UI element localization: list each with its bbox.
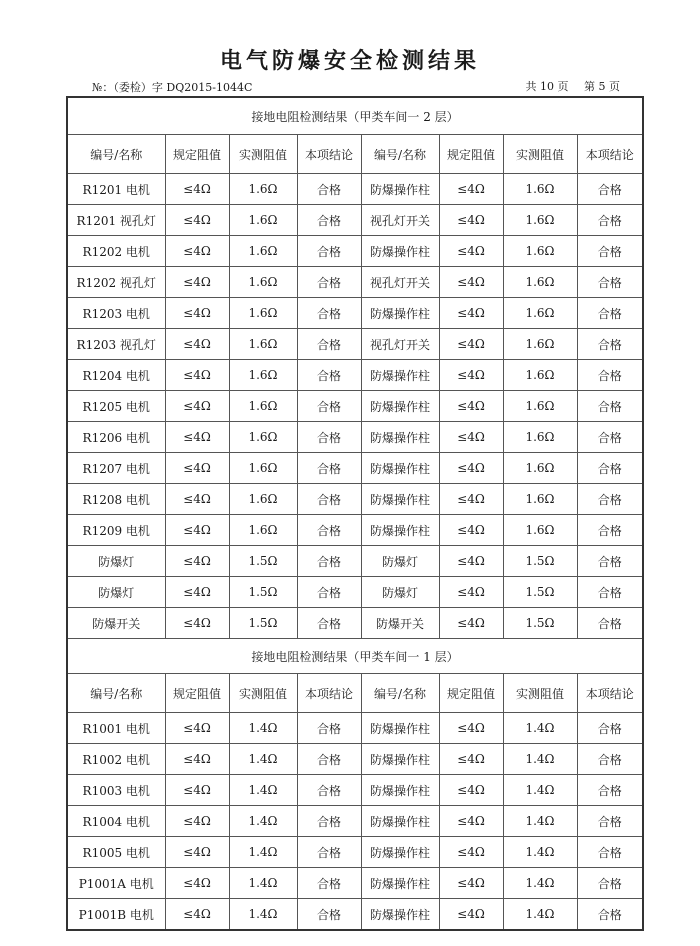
table-cell: 视孔灯开关 — [361, 267, 439, 298]
table-cell: ≤4Ω — [439, 267, 503, 298]
table-cell: ≤4Ω — [165, 608, 229, 639]
table-cell: R1204 电机 — [67, 360, 165, 391]
column-header: 实测阻值 — [503, 135, 577, 174]
table-cell: ≤4Ω — [165, 453, 229, 484]
table-row — [67, 205, 643, 236]
table-cell: 合格 — [297, 608, 361, 639]
table-cell: 合格 — [297, 806, 361, 837]
table-cell: 合格 — [297, 453, 361, 484]
table-cell: 合格 — [577, 775, 643, 806]
table-row — [67, 360, 643, 391]
table-cell: 防爆操作柱 — [361, 453, 439, 484]
table-cell: ≤4Ω — [439, 868, 503, 899]
table-cell: P1001A 电机 — [67, 868, 165, 899]
table-cell: 1.6Ω — [229, 205, 297, 236]
table-row — [67, 329, 643, 360]
page-title: 电气防爆安全检测结果 — [219, 48, 480, 74]
table-cell: R1004 电机 — [67, 806, 165, 837]
table-cell: 合格 — [297, 484, 361, 515]
table-cell: ≤4Ω — [439, 608, 503, 639]
table-cell: ≤4Ω — [165, 868, 229, 899]
table-cell: 防爆操作柱 — [361, 806, 439, 837]
table-cell: 1.5Ω — [229, 546, 297, 577]
table-cell: 防爆操作柱 — [361, 422, 439, 453]
table-cell: 合格 — [577, 360, 643, 391]
table-cell: 1.6Ω — [503, 205, 577, 236]
table-cell: R1205 电机 — [67, 391, 165, 422]
table-cell: 1.5Ω — [503, 608, 577, 639]
column-header: 本项结论 — [577, 674, 643, 713]
table-row — [67, 453, 643, 484]
table-cell: R1005 电机 — [67, 837, 165, 868]
table-cell: 1.4Ω — [229, 899, 297, 931]
table-cell: 合格 — [577, 608, 643, 639]
table-cell: 合格 — [577, 453, 643, 484]
document-number: №：（委检）字 DQ2015-1044C — [92, 81, 253, 94]
table-cell: 合格 — [577, 298, 643, 329]
table-cell: 1.4Ω — [229, 806, 297, 837]
table-cell: ≤4Ω — [439, 775, 503, 806]
table-cell: 合格 — [297, 267, 361, 298]
table-cell: 1.6Ω — [503, 329, 577, 360]
table-cell: ≤4Ω — [165, 236, 229, 267]
table-cell: ≤4Ω — [439, 174, 503, 205]
table-cell: ≤4Ω — [165, 329, 229, 360]
table-cell: ≤4Ω — [439, 360, 503, 391]
table-cell: 1.4Ω — [229, 713, 297, 744]
column-header: 规定阻值 — [439, 135, 503, 174]
section-title: 接地电阻检测结果（甲类车间一 2 层） — [67, 97, 643, 135]
column-header: 本项结论 — [297, 674, 361, 713]
table-cell: 1.5Ω — [503, 577, 577, 608]
table-cell: 合格 — [577, 391, 643, 422]
table-cell: 防爆操作柱 — [361, 298, 439, 329]
table-cell: ≤4Ω — [439, 298, 503, 329]
table-cell: 1.5Ω — [229, 608, 297, 639]
table-cell: 合格 — [297, 329, 361, 360]
table-cell: R1206 电机 — [67, 422, 165, 453]
table-cell: 合格 — [577, 837, 643, 868]
table-cell: 合格 — [297, 577, 361, 608]
table-cell: 合格 — [577, 267, 643, 298]
table-cell: 防爆操作柱 — [361, 744, 439, 775]
table-cell: R1209 电机 — [67, 515, 165, 546]
page-info — [514, 78, 621, 94]
table-cell: ≤4Ω — [165, 174, 229, 205]
table-row — [67, 868, 643, 899]
test-results-table — [66, 96, 644, 931]
table-cell: 1.6Ω — [229, 174, 297, 205]
table-cell: 防爆操作柱 — [361, 174, 439, 205]
column-header: 规定阻值 — [439, 674, 503, 713]
column-header-row — [67, 135, 643, 174]
table-cell: R1201 视孔灯 — [67, 205, 165, 236]
table-cell: 1.6Ω — [503, 174, 577, 205]
table-cell: 防爆开关 — [361, 608, 439, 639]
table-cell: 防爆操作柱 — [361, 899, 439, 931]
column-header: 编号/名称 — [67, 674, 165, 713]
table-cell: ≤4Ω — [165, 484, 229, 515]
table-cell: 1.6Ω — [229, 236, 297, 267]
table-cell: ≤4Ω — [165, 360, 229, 391]
table-cell: 防爆操作柱 — [361, 713, 439, 744]
table-cell: 1.6Ω — [503, 515, 577, 546]
total-pages: 共 10 页 — [525, 80, 569, 93]
section-title: 接地电阻检测结果（甲类车间一 1 层） — [67, 639, 643, 674]
table-cell: R1202 电机 — [67, 236, 165, 267]
table-row — [67, 744, 643, 775]
table-cell: 1.6Ω — [503, 484, 577, 515]
table-cell: 合格 — [297, 837, 361, 868]
table-cell: R1003 电机 — [67, 775, 165, 806]
table-cell: 合格 — [297, 205, 361, 236]
table-cell: 合格 — [577, 868, 643, 899]
table-cell: 防爆操作柱 — [361, 360, 439, 391]
column-header: 实测阻值 — [229, 135, 297, 174]
table-cell: 1.6Ω — [503, 391, 577, 422]
table-cell: ≤4Ω — [165, 205, 229, 236]
table-row — [67, 236, 643, 267]
table-cell: 合格 — [577, 546, 643, 577]
table-cell: 视孔灯开关 — [361, 205, 439, 236]
table-cell: 1.6Ω — [503, 422, 577, 453]
table-cell: 1.6Ω — [503, 267, 577, 298]
table-row — [67, 546, 643, 577]
table-cell: ≤4Ω — [439, 391, 503, 422]
table-row — [67, 837, 643, 868]
table-cell: 合格 — [577, 744, 643, 775]
table-cell: 合格 — [297, 515, 361, 546]
column-header: 本项结论 — [297, 135, 361, 174]
table-cell: ≤4Ω — [439, 899, 503, 931]
table-cell: ≤4Ω — [439, 484, 503, 515]
table-body — [67, 97, 643, 930]
table-cell: 1.6Ω — [503, 298, 577, 329]
column-header: 编号/名称 — [67, 135, 165, 174]
table-cell: 合格 — [577, 329, 643, 360]
table-cell: 1.4Ω — [503, 713, 577, 744]
column-header-row — [67, 674, 643, 713]
table-cell: R1207 电机 — [67, 453, 165, 484]
table-cell: 合格 — [297, 236, 361, 267]
table-cell: 1.4Ω — [503, 899, 577, 931]
table-cell: 防爆操作柱 — [361, 837, 439, 868]
table-row — [67, 515, 643, 546]
table-cell: 合格 — [577, 484, 643, 515]
table-cell: ≤4Ω — [439, 515, 503, 546]
table-cell: 1.4Ω — [229, 837, 297, 868]
table-cell: 防爆操作柱 — [361, 775, 439, 806]
table-cell: 合格 — [577, 422, 643, 453]
table-cell: 1.4Ω — [229, 744, 297, 775]
table-cell: ≤4Ω — [165, 391, 229, 422]
table-cell: 1.4Ω — [503, 806, 577, 837]
table-cell: ≤4Ω — [439, 329, 503, 360]
table-row — [67, 298, 643, 329]
table-cell: 合格 — [297, 546, 361, 577]
table-cell: 合格 — [297, 775, 361, 806]
table-cell: 1.6Ω — [229, 515, 297, 546]
table-row — [67, 174, 643, 205]
table-row — [67, 775, 643, 806]
table-cell: ≤4Ω — [439, 205, 503, 236]
table-cell: 合格 — [577, 577, 643, 608]
table-cell: 合格 — [297, 713, 361, 744]
table-cell: 防爆操作柱 — [361, 236, 439, 267]
table-cell: 合格 — [297, 744, 361, 775]
table-cell: ≤4Ω — [439, 236, 503, 267]
table-cell: 合格 — [297, 422, 361, 453]
table-row — [67, 391, 643, 422]
table-cell: R1202 视孔灯 — [67, 267, 165, 298]
table-cell: 1.6Ω — [503, 453, 577, 484]
table-cell: ≤4Ω — [439, 453, 503, 484]
table-cell: 1.4Ω — [229, 868, 297, 899]
table-cell: 合格 — [297, 391, 361, 422]
table-cell: 防爆灯 — [67, 546, 165, 577]
table-cell: ≤4Ω — [439, 713, 503, 744]
column-header: 编号/名称 — [361, 674, 439, 713]
table-cell: 1.5Ω — [503, 546, 577, 577]
table-cell: 合格 — [577, 515, 643, 546]
table-row — [67, 806, 643, 837]
table-row — [67, 422, 643, 453]
column-header: 实测阻值 — [503, 674, 577, 713]
table-cell: 合格 — [297, 360, 361, 391]
table-cell: 1.4Ω — [503, 837, 577, 868]
table-cell: 1.6Ω — [229, 298, 297, 329]
table-cell: 1.6Ω — [229, 453, 297, 484]
table-cell: R1001 电机 — [67, 713, 165, 744]
table-cell: 1.6Ω — [503, 236, 577, 267]
table-cell: ≤4Ω — [165, 422, 229, 453]
table-cell: ≤4Ω — [165, 775, 229, 806]
table-cell: 合格 — [577, 806, 643, 837]
table-cell: 1.6Ω — [229, 484, 297, 515]
table-cell: 1.5Ω — [229, 577, 297, 608]
table-cell: ≤4Ω — [165, 713, 229, 744]
table-cell: 1.4Ω — [503, 868, 577, 899]
table-cell: ≤4Ω — [439, 837, 503, 868]
table-cell: 合格 — [297, 174, 361, 205]
table-cell: 防爆操作柱 — [361, 484, 439, 515]
table-cell: 防爆灯 — [67, 577, 165, 608]
table-cell: R1208 电机 — [67, 484, 165, 515]
table-cell: 合格 — [577, 236, 643, 267]
table-cell: 合格 — [297, 899, 361, 931]
table-row — [67, 577, 643, 608]
table-cell: ≤4Ω — [165, 744, 229, 775]
table-row — [67, 267, 643, 298]
table-row — [67, 608, 643, 639]
table-cell: ≤4Ω — [165, 837, 229, 868]
table-cell: 合格 — [297, 298, 361, 329]
table-cell: 防爆开关 — [67, 608, 165, 639]
table-row — [67, 484, 643, 515]
table-cell: 合格 — [577, 899, 643, 931]
table-cell: ≤4Ω — [439, 806, 503, 837]
table-cell: ≤4Ω — [439, 577, 503, 608]
table-cell: 1.4Ω — [229, 775, 297, 806]
column-header: 本项结论 — [577, 135, 643, 174]
table-cell: ≤4Ω — [165, 546, 229, 577]
table-cell: 1.6Ω — [229, 391, 297, 422]
table-cell: ≤4Ω — [165, 515, 229, 546]
table-cell: R1203 视孔灯 — [67, 329, 165, 360]
table-cell: 防爆操作柱 — [361, 515, 439, 546]
table-cell: 视孔灯开关 — [361, 329, 439, 360]
table-cell: R1201 电机 — [67, 174, 165, 205]
table-cell: ≤4Ω — [165, 899, 229, 931]
table-cell: R1203 电机 — [67, 298, 165, 329]
column-header: 规定阻值 — [165, 135, 229, 174]
table-cell: 1.6Ω — [503, 360, 577, 391]
column-header: 编号/名称 — [361, 135, 439, 174]
table-cell: 防爆操作柱 — [361, 391, 439, 422]
table-cell: ≤4Ω — [439, 744, 503, 775]
table-cell: 防爆灯 — [361, 577, 439, 608]
table-row — [67, 713, 643, 744]
table-row — [67, 899, 643, 931]
table-cell: ≤4Ω — [165, 267, 229, 298]
table-cell: 1.6Ω — [229, 267, 297, 298]
table-cell: ≤4Ω — [165, 298, 229, 329]
table-cell: ≤4Ω — [439, 546, 503, 577]
table-cell: 合格 — [577, 174, 643, 205]
table-cell: P1001B 电机 — [67, 899, 165, 931]
section-title-row — [67, 97, 643, 135]
table-cell: 合格 — [577, 205, 643, 236]
table-cell: 1.6Ω — [229, 422, 297, 453]
table-cell: R1002 电机 — [67, 744, 165, 775]
current-page: 第 5 页 — [584, 80, 620, 93]
table-cell: 1.4Ω — [503, 744, 577, 775]
column-header: 规定阻值 — [165, 674, 229, 713]
table-cell: 1.6Ω — [229, 329, 297, 360]
table-cell: 1.6Ω — [229, 360, 297, 391]
table-cell: 合格 — [577, 713, 643, 744]
column-header: 实测阻值 — [229, 674, 297, 713]
table-cell: 1.4Ω — [503, 775, 577, 806]
table-cell: 合格 — [297, 868, 361, 899]
table-cell: ≤4Ω — [165, 577, 229, 608]
table-cell: ≤4Ω — [439, 422, 503, 453]
table-cell: ≤4Ω — [165, 806, 229, 837]
section-title-row — [67, 639, 643, 674]
table-cell: 防爆灯 — [361, 546, 439, 577]
table-cell: 防爆操作柱 — [361, 868, 439, 899]
